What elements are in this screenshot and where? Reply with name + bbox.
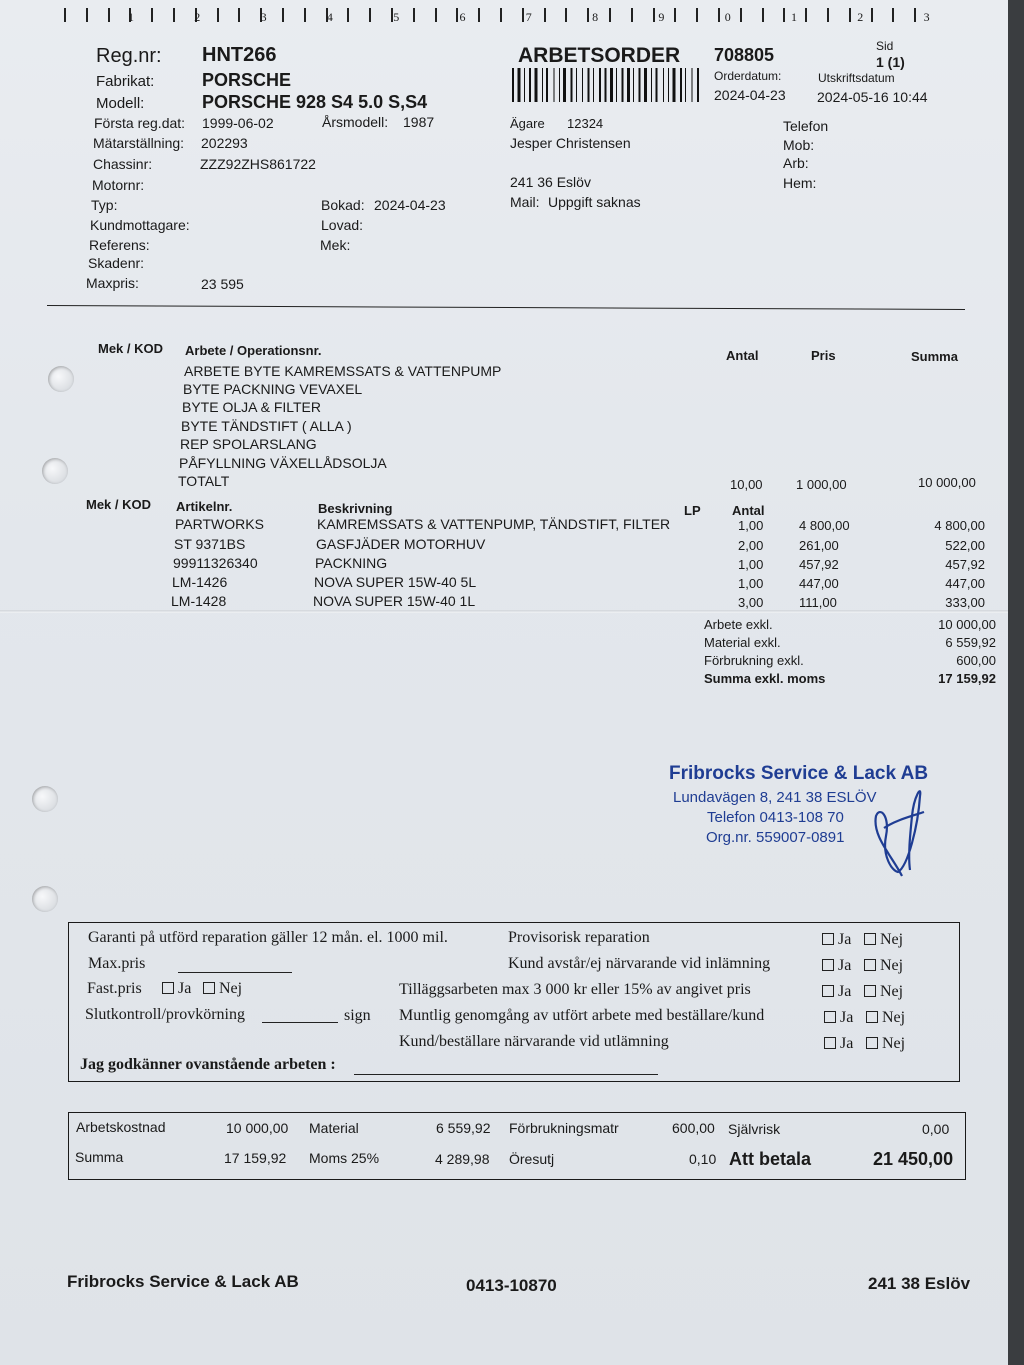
option-label: Nej: [880, 931, 904, 948]
matar-value: 202293: [201, 135, 248, 151]
option-label: Ja: [838, 931, 852, 948]
parts-header-antal: Antal: [732, 503, 765, 518]
ruler: [60, 0, 940, 28]
ruler-number: 3: [923, 10, 930, 24]
arbetskostnad-value: 10 000,00: [226, 1120, 289, 1136]
telefon-label: Telefon: [783, 118, 829, 134]
ruler-tick: [435, 8, 437, 22]
work-item: BYTE OLJA & FILTER: [182, 399, 322, 415]
parts-header-art: Artikelnr.: [176, 499, 233, 514]
agare-name: Jesper Christensen: [510, 135, 631, 151]
part-pris: 261,00: [799, 538, 839, 553]
checkbox[interactable]: [822, 933, 834, 945]
material-value: 6 559,92: [436, 1120, 491, 1136]
subtotal-value: 6 559,92: [945, 635, 996, 650]
part-pris: 457,92: [799, 557, 839, 572]
ruler-number: 8: [592, 10, 599, 24]
part-beskrivning: PACKNING: [315, 555, 388, 571]
part-antal: 1,00: [738, 557, 764, 572]
chassi-value: ZZZ92ZHS861722: [200, 156, 316, 172]
work-item: REP SPOLARSLANG: [180, 436, 317, 452]
utskrift-label: Utskriftsdatum: [818, 71, 895, 85]
option-label: Nej: [880, 957, 904, 974]
hem-label: Hem:: [783, 175, 817, 191]
ruler-tick: [304, 8, 306, 22]
checkbox[interactable]: [864, 959, 876, 971]
ruler-tick: [522, 8, 524, 22]
term-question: Tilläggsarbeten max 3 000 kr eller 15% av angivet pris: [399, 981, 751, 998]
footer-phone: 0413-10870: [466, 1276, 557, 1295]
fabrikat-label: Fabrikat:: [96, 73, 155, 90]
oresutj-value: 0,10: [689, 1151, 717, 1167]
ruler-tick: [86, 8, 88, 22]
signature: [862, 776, 932, 880]
orderdatum-value: 2024-04-23: [714, 87, 786, 103]
forbrukning-value: 600,00: [672, 1120, 715, 1136]
part-summa: 522,00: [945, 538, 985, 553]
forsta-value: 1999-06-02: [202, 115, 274, 131]
ruler-number: 3: [260, 10, 267, 24]
document-title: ARBETSORDER: [518, 44, 681, 67]
ruler-number: 0: [724, 10, 731, 24]
term-option-nej[interactable]: [864, 983, 903, 1001]
utskrift-value: 2024-05-16 10:44: [817, 89, 928, 105]
modell-label: Modell:: [96, 95, 145, 112]
part-antal: 1,00: [738, 576, 764, 591]
ruler-number: 1: [791, 10, 797, 24]
agare-label: Ägare: [510, 116, 545, 131]
punch-hole: [32, 786, 58, 812]
part-summa: 447,00: [945, 576, 985, 591]
part-antal: 2,00: [738, 538, 764, 553]
mail-value: Uppgift saknas: [548, 194, 641, 210]
work-total-label: TOTALT: [178, 473, 230, 489]
ruler-number: 2: [194, 10, 201, 24]
term-option-nej[interactable]: [866, 1035, 905, 1053]
bokad-label: Bokad:: [321, 197, 365, 213]
sjalvrisk-value: 0,00: [922, 1121, 950, 1137]
orderdatum-label: Orderdatum:: [714, 69, 782, 83]
option-label: Nej: [880, 983, 904, 1000]
order-number: 708805: [714, 45, 775, 65]
term-question: Kund/beställare närvarande vid utlämning: [399, 1033, 669, 1050]
sjalvrisk-label: Självrisk: [728, 1121, 781, 1137]
godkanner-label: Jag godkänner ovanstående arbeten :: [80, 1056, 336, 1073]
motornr-label: Motornr:: [92, 177, 145, 193]
ruler-tick: [762, 8, 764, 22]
subtotal-value: 600,00: [956, 653, 996, 668]
bokad-value: 2024-04-23: [374, 197, 446, 213]
ruler-number: 2: [857, 10, 864, 24]
fastpris-label: Fast.pris: [87, 980, 142, 997]
arsmodell-label: Årsmodell:: [322, 114, 389, 130]
forsta-label: Första reg.dat:: [94, 115, 186, 131]
ruler-tick: [740, 8, 742, 22]
option-label: Ja: [838, 983, 852, 1000]
material-label: Material: [309, 1120, 359, 1136]
work-header-pris: Pris: [811, 348, 836, 363]
term-question: Provisorisk reparation: [508, 929, 650, 946]
arsmodell-value: 1987: [403, 114, 435, 130]
ruler-tick: [718, 8, 720, 22]
parts-header-lp: LP: [684, 503, 701, 518]
ruler-tick: [871, 8, 873, 22]
modell-value: PORSCHE 928 S4 5.0 S,S4: [202, 92, 428, 112]
work-item: PÅFYLLNING VÄXELLÅDSOLJA: [179, 455, 387, 471]
stamp-address: Lundavägen 8, 241 38 ESLÖV: [673, 789, 877, 806]
part-summa: 333,00: [945, 595, 985, 610]
work-item: BYTE TÄNDSTIFT ( ALLA ): [181, 418, 352, 434]
part-summa: 4 800,00: [934, 518, 985, 533]
work-total-pris: 1 000,00: [796, 477, 847, 492]
term-question: Muntlig genomgång av utfört arbete med beställare/kund: [399, 1007, 765, 1024]
ruler-tick: [587, 8, 589, 22]
checkbox[interactable]: [864, 933, 876, 945]
punch-hole: [42, 458, 68, 484]
ruler-number: 7: [525, 10, 532, 24]
option-label: Ja: [840, 1035, 854, 1052]
ruler-tick: [674, 8, 676, 22]
barcode: [512, 68, 702, 102]
subtotal-value: 17 159,92: [938, 671, 996, 686]
ruler-tick: [892, 8, 894, 22]
att-betala-label: Att betala: [729, 1149, 812, 1169]
checkbox[interactable]: [864, 985, 876, 997]
term-option-ja[interactable]: [822, 983, 851, 1001]
part-artikelnr: LM-1426: [172, 574, 228, 590]
sign-label: sign: [344, 1007, 371, 1024]
referens-label: Referens:: [89, 237, 150, 253]
ruler-number: 6: [459, 10, 466, 24]
oresutj-label: Öresutj: [509, 1151, 555, 1167]
term-question: Kund avstår/ej närvarande vid inlämning: [508, 955, 771, 972]
part-beskrivning: KAMREMSSATS & VATTENPUMP, TÄNDSTIFT, FILTER: [317, 516, 671, 532]
part-pris: 4 800,00: [799, 518, 850, 533]
maxpris-term-label: Max.pris: [88, 955, 146, 972]
work-total-antal: 10,00: [730, 477, 763, 492]
part-antal: 1,00: [738, 518, 764, 533]
maxpris-line: [178, 958, 292, 973]
stamp-company: Fribrocks Service & Lack AB: [669, 763, 929, 784]
ruler-tick: [173, 8, 175, 22]
part-pris: 447,00: [799, 576, 839, 591]
summa-value: 17 159,92: [224, 1150, 287, 1166]
mail-label: Mail:: [510, 194, 540, 210]
fabrikat-value: PORSCHE: [202, 70, 292, 90]
summa-label: Summa: [75, 1149, 124, 1165]
part-artikelnr: LM-1428: [171, 593, 227, 609]
work-header-arbete: Arbete / Operationsnr.: [185, 343, 322, 358]
matar-label: Mätarställning:: [93, 135, 185, 151]
fastpris-nej[interactable]: Nej: [203, 980, 242, 998]
ruler-tick: [413, 8, 415, 22]
subtotal-label: Material exkl.: [704, 635, 781, 650]
ruler-tick: [456, 8, 458, 22]
ruler-tick: [653, 8, 655, 22]
maxpris-label: Maxpris:: [86, 275, 139, 291]
ruler-number: 9: [658, 10, 665, 24]
ruler-tick: [544, 8, 546, 22]
ruler-tick: [783, 8, 785, 22]
ruler-tick: [849, 8, 851, 22]
ruler-tick: [500, 8, 502, 22]
ruler-tick: [914, 8, 916, 22]
checkbox[interactable]: [822, 985, 834, 997]
option-label: Ja: [840, 1009, 854, 1026]
work-header-mek: Mek / KOD: [98, 341, 164, 356]
regnr-label: Reg.nr:: [96, 45, 162, 67]
header-divider: [47, 305, 965, 310]
punch-hole: [48, 366, 74, 392]
part-pris: 111,00: [799, 595, 837, 610]
work-item: BYTE PACKNING VEVAXEL: [183, 381, 363, 397]
stamp-phone: Telefon 0413-108 70: [707, 809, 844, 826]
term-option-nej[interactable]: [864, 931, 903, 949]
arbetskostnad-label: Arbetskostnad: [76, 1119, 166, 1135]
option-label: Nej: [882, 1009, 906, 1026]
forbrukning-label: Förbrukningsmatr: [509, 1120, 619, 1136]
part-artikelnr: 99911326340: [173, 555, 258, 571]
ruler-tick: [108, 8, 110, 22]
mek-label: Mek:: [320, 237, 351, 253]
garanti-text: Garanti på utförd reparation gäller 12 mån. el. 1000 mil.: [88, 929, 448, 946]
moms-label: Moms 25%: [309, 1150, 380, 1166]
agare-number: 12324: [567, 116, 604, 131]
footer-city: 241 38 Eslöv: [868, 1274, 971, 1293]
regnr-value: HNT266: [202, 44, 277, 66]
maxpris-value: 23 595: [201, 276, 244, 292]
fastpris-ja[interactable]: Ja: [162, 980, 191, 998]
parts-header-mek: Mek / KOD: [86, 497, 152, 512]
work-item: ARBETE BYTE KAMREMSSATS & VATTENPUMP: [184, 363, 502, 379]
work-header-summa: Summa: [911, 349, 958, 364]
sid-value: 1 (1): [876, 54, 905, 70]
work-total-summa: 10 000,00: [918, 475, 976, 490]
ruler-tick: [609, 8, 611, 22]
term-option-nej[interactable]: [866, 1009, 905, 1027]
ruler-tick: [369, 8, 371, 22]
ruler-number: 4: [326, 10, 333, 24]
work-header-antal: Antal: [726, 348, 759, 363]
sid-label: Sid: [876, 39, 894, 53]
part-summa: 457,92: [945, 557, 985, 572]
term-option-ja[interactable]: [822, 957, 851, 975]
ruler-tick: [151, 8, 153, 22]
checkbox[interactable]: [162, 982, 174, 994]
term-option-nej[interactable]: [864, 957, 903, 975]
checkbox[interactable]: [866, 1037, 878, 1049]
part-antal: 3,00: [738, 595, 764, 610]
ruler-tick: [805, 8, 807, 22]
ruler-tick: [631, 8, 633, 22]
part-artikelnr: PARTWORKS: [175, 516, 264, 532]
part-beskrivning: GASFJÄDER MOTORHUV: [316, 536, 486, 552]
moms-value: 4 289,98: [435, 1151, 490, 1167]
ruler-tick: [64, 8, 66, 22]
checkbox[interactable]: [824, 1011, 836, 1023]
agare-city: 241 36 Eslöv: [510, 174, 591, 190]
footer-company: Fribrocks Service & Lack AB: [67, 1272, 299, 1291]
part-beskrivning: NOVA SUPER 15W-40 1L: [313, 593, 476, 609]
ruler-tick: [282, 8, 284, 22]
ruler-tick: [217, 8, 219, 22]
ruler-tick: [238, 8, 240, 22]
term-option-ja[interactable]: [824, 1035, 853, 1053]
paper-fold: [0, 610, 1008, 613]
ruler-tick: [478, 8, 480, 22]
part-artikelnr: ST 9371BS: [174, 536, 246, 552]
ruler-tick: [347, 8, 349, 22]
checkbox[interactable]: [203, 982, 215, 994]
checkbox[interactable]: [822, 959, 834, 971]
mob-label: Mob:: [783, 137, 815, 153]
option-label: Ja: [838, 957, 852, 974]
subtotal-label: Förbrukning exkl.: [704, 653, 804, 668]
arb-label: Arb:: [783, 155, 809, 171]
ruler-number: 5: [393, 10, 400, 24]
slutkontroll-label: Slutkontroll/provkörning: [85, 1006, 245, 1023]
term-option-ja[interactable]: [822, 931, 851, 949]
skadenr-label: Skadenr:: [88, 255, 145, 271]
att-betala-value: 21 450,00: [873, 1149, 954, 1169]
ruler-tick: [827, 8, 829, 22]
subtotal-label: Arbete exkl.: [704, 617, 773, 632]
stamp-org: Org.nr. 559007-0891: [706, 829, 845, 846]
godkanner-line: [354, 1060, 658, 1075]
lovad-label: Lovad:: [321, 217, 364, 233]
parts-header-besk: Beskrivning: [318, 501, 393, 516]
kundmott-label: Kundmottagare:: [90, 217, 190, 233]
chassi-label: Chassinr:: [93, 156, 153, 172]
typ-label: Typ:: [91, 197, 118, 213]
punch-hole: [32, 886, 58, 912]
subtotal-label: Summa exkl. moms: [704, 671, 826, 686]
subtotal-value: 10 000,00: [938, 617, 996, 632]
slutkontroll-line: [262, 1010, 338, 1023]
ruler-number: 1: [128, 10, 134, 24]
option-label: Nej: [882, 1035, 906, 1052]
checkbox[interactable]: [866, 1011, 878, 1023]
ruler-tick: [696, 8, 698, 22]
checkbox[interactable]: [824, 1037, 836, 1049]
ruler-tick: [565, 8, 567, 22]
term-option-ja[interactable]: [824, 1009, 853, 1027]
part-beskrivning: NOVA SUPER 15W-40 5L: [314, 574, 477, 590]
